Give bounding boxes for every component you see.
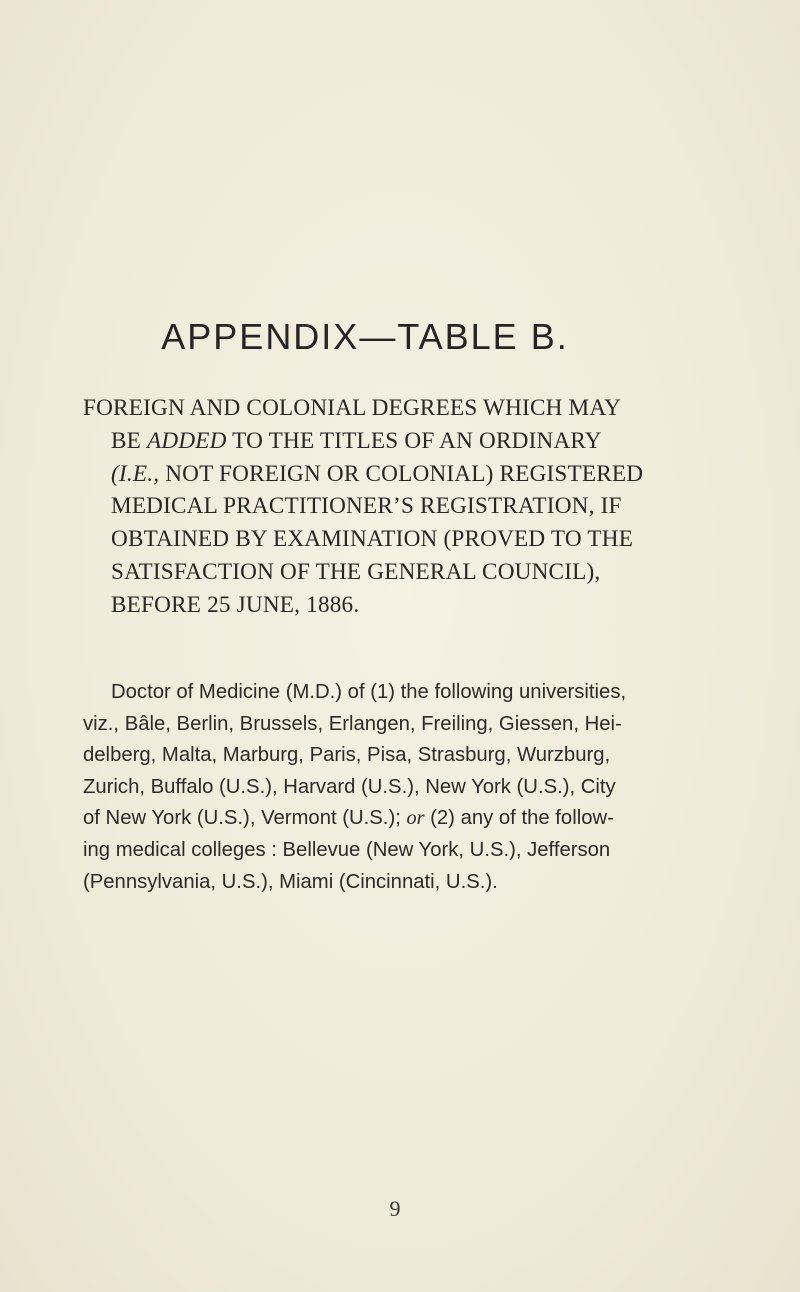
body-text: of New York (U.S.), Vermont (U.S.); [83, 807, 407, 830]
subtitle-emphasis: (I.E., [111, 460, 160, 487]
subtitle-text: NOT FOREIGN OR COLONIAL) REGISTERED [159, 460, 644, 487]
page-number: 9 [389, 1196, 401, 1221]
subtitle-line-1: FOREIGN AND COLONIAL DEGREES WHICH MAY [83, 395, 622, 421]
body-line-7: (Pennsylvania, U.S.), Miami (Cincinnati, U.S.). [83, 870, 498, 893]
body-line-1: Doctor of Medicine (M.D.) of (1) the following universities, [111, 681, 627, 703]
body-line-4: Zurich, Buffalo (U.S.), Harvard (U.S.), New York (U.S.), City [83, 775, 616, 798]
body-paragraph [83, 677, 733, 898]
body-line-5 [83, 803, 733, 835]
body-line-3: delberg, Malta, Marburg, Paris, Pisa, Strasburg, Wurzburg, [83, 744, 611, 767]
body-text: (2) any of the follow- [424, 807, 614, 830]
subtitle-text: BE [111, 427, 148, 454]
subtitle-line-6: SATISFACTION OF THE GENERAL COUNCIL), [111, 558, 601, 585]
body-line-6: ing medical colleges : Bellevue (New York, U.S.), Jefferson [83, 838, 611, 861]
subtitle-line-3 [83, 458, 723, 491]
body-emphasis: or [406, 807, 425, 830]
subtitle-line-4: MEDICAL PRACTITIONER’S REGISTRATION, IF [111, 493, 622, 520]
subtitle-line-2 [83, 425, 723, 458]
table-subtitle [83, 392, 723, 622]
subtitle-line-5: OBTAINED BY EXAMINATION (PROVED TO THE [111, 526, 634, 553]
subtitle-text: TO THE TITLES OF AN ORDINARY [226, 427, 602, 454]
page-heading: APPENDIX—TABLE B. [161, 316, 569, 357]
subtitle-emphasis: ADDED [147, 427, 227, 454]
subtitle-line-7: BEFORE 25 JUNE, 1886. [111, 591, 360, 618]
body-line-2: viz., Bâle, Berlin, Brussels, Erlangen, Freiling, Giessen, Hei- [83, 712, 622, 735]
